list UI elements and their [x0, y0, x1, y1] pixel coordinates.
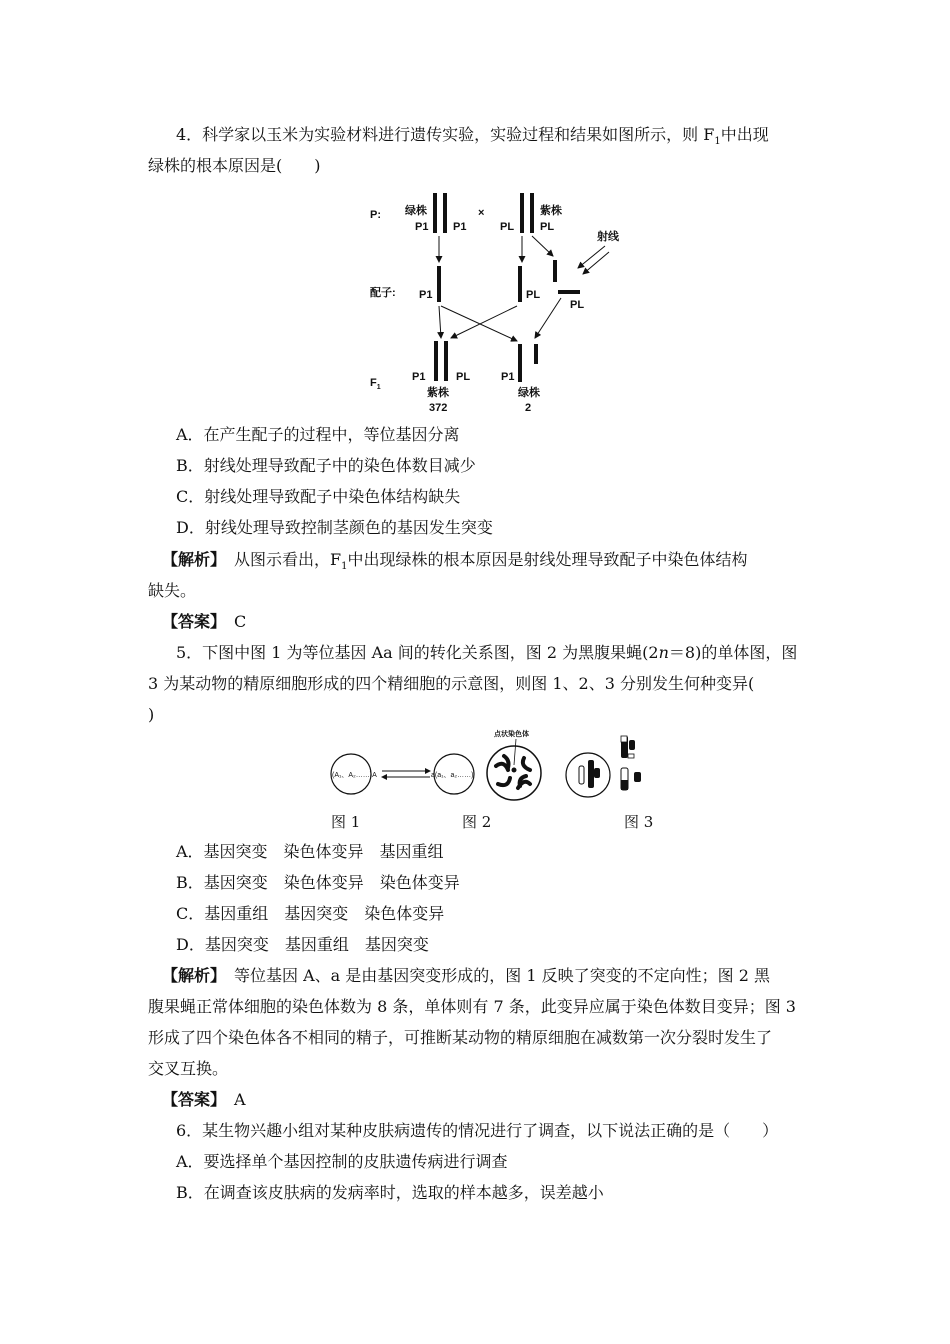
- p1-label-left: P1: [415, 221, 429, 233]
- q6-option-a: A．要选择单个基因控制的皮肤遗传病进行调查: [176, 1152, 508, 1171]
- fig2-dot-chromosome: [512, 768, 517, 773]
- q4-answer: 【答案】 C: [162, 612, 247, 631]
- pl-label-left: PL: [500, 221, 515, 233]
- q5-analysis-line3: 形成了四个染色体各不相同的精子，可推断某动物的精原细胞在减数第一次分裂时发生了: [148, 1028, 773, 1047]
- f1-label: $F_1$: [370, 377, 381, 391]
- chromosome-pl-b: [530, 193, 534, 233]
- f1-green-p1-label: P1: [501, 371, 515, 383]
- q4-stem-line2: 绿株的根本原因是( ): [148, 156, 321, 175]
- q4-analysis-line1: 【解析】 从图示看出，$F_1$中出现绿株的根本原因是射线处理导致配子中染色体结构: [162, 550, 748, 573]
- gamete-label: 配子:: [370, 287, 396, 299]
- q5-analysis-line4: 交叉互换。: [148, 1059, 229, 1078]
- f1-green-count: 2: [525, 402, 532, 414]
- fig1-left-text: (A₁、A₂……)A: [332, 772, 377, 779]
- gamete-pl: [518, 266, 522, 302]
- q6-option-b: B．在调查该皮肤病的发病率时，选取的样本越多，误差越小: [176, 1183, 604, 1202]
- fig3-caption: 图 3: [624, 813, 654, 831]
- cross-symbol: ×: [478, 207, 485, 219]
- green-plant-label: 绿株: [405, 205, 427, 217]
- q5-figure: [318, 728, 668, 806]
- p-label: P:: [370, 209, 381, 221]
- f1-green-chrom-b: [534, 344, 538, 364]
- chromosome-p1-b: [443, 193, 447, 233]
- q4-option-c: C．射线处理导致配子中染色体结构缺失: [176, 487, 461, 506]
- q5-stem-line1: 5．下图中图 1 为等位基因 Aa 间的转化关系图，图 2 为黑腹果蝇(2n＝8)的单体图，图: [176, 643, 798, 662]
- gamete-p1-label: P1: [419, 289, 433, 301]
- f1-purple-chrom-a: [434, 341, 438, 381]
- q5-answer: 【答案】 A: [162, 1090, 246, 1109]
- f1-purple-label: 紫株: [427, 387, 449, 399]
- q5-analysis-line2: 腹果蝇正常体细胞的染色体数为 8 条，单体则有 7 条，此变异应属于染色体数目变异；图 3: [148, 997, 796, 1016]
- q4-option-a: A．在产生配子的过程中，等位基因分离: [176, 425, 460, 444]
- f1-p1-label: P1: [412, 371, 426, 383]
- q4-option-b: B．射线处理导致配子中的染色体数目减少: [176, 456, 476, 475]
- ray-label: 射线: [597, 231, 619, 243]
- q5-stem-line3: ): [148, 705, 155, 724]
- purple-plant-label: 紫株: [540, 205, 562, 217]
- q4-option-d: D．射线处理导致控制茎颜色的基因发生突变: [176, 518, 493, 537]
- q5-analysis-line1: 【解析】 等位基因 A、a 是由基因突变形成的，图 1 反映了突变的不定向性；图 2 黑: [162, 966, 771, 985]
- q5-option-b: B．基因突变 染色体变异 染色体变异: [176, 873, 460, 892]
- q4-analysis-line2: 缺失。: [148, 581, 197, 600]
- q5-stem-line2: 3 为某动物的精原细胞形成的四个精细胞的示意图，则图 1、2、3 分别发生何种变异(: [148, 674, 755, 693]
- f1-purple-chrom-b: [444, 341, 448, 381]
- gamete-pl-label: PL: [526, 289, 541, 301]
- chromosome-pl-a: [520, 193, 524, 233]
- fig2-cell: [487, 746, 541, 800]
- q5-option-a: A．基因突变 染色体变异 基因重组: [176, 842, 444, 861]
- p1-label-right: P1: [453, 221, 467, 233]
- pl-label-right: PL: [540, 221, 555, 233]
- q5-option-d: D．基因突变 基因重组 基因突变: [176, 935, 429, 954]
- q5-option-c: C．基因重组 基因突变 染色体变异: [176, 904, 445, 923]
- fig1-right-text: a(a₁、a₂……): [431, 772, 474, 779]
- f1-green-label: 绿株: [518, 387, 540, 399]
- gamete-broken-upper: [553, 260, 557, 282]
- chromosome-p1-a: [433, 193, 437, 233]
- fig1-caption: 图 1: [331, 813, 361, 831]
- q4-stem-line1: 4．科学家以玉米为实验材料进行遗传实验，实验过程和结果如图所示，则 $F_1$中出现: [176, 125, 769, 148]
- f1-green-chrom-a: [518, 344, 522, 382]
- f1-purple-count: 372: [429, 402, 448, 414]
- fig2-caption: 图 2: [462, 813, 492, 831]
- gamete-broken-fragment: [558, 290, 580, 294]
- fragment-pl-label: PL: [570, 299, 585, 311]
- gamete-p1: [437, 266, 441, 302]
- q4-figure: [365, 186, 635, 418]
- f1-pl-label: PL: [456, 371, 471, 383]
- q6-stem: 6．某生物兴趣小组对某种皮肤病遗传的情况进行了调查，以下说法正确的是（ ）: [176, 1121, 779, 1140]
- dot-chromosome-label: 点状染色体: [494, 731, 529, 738]
